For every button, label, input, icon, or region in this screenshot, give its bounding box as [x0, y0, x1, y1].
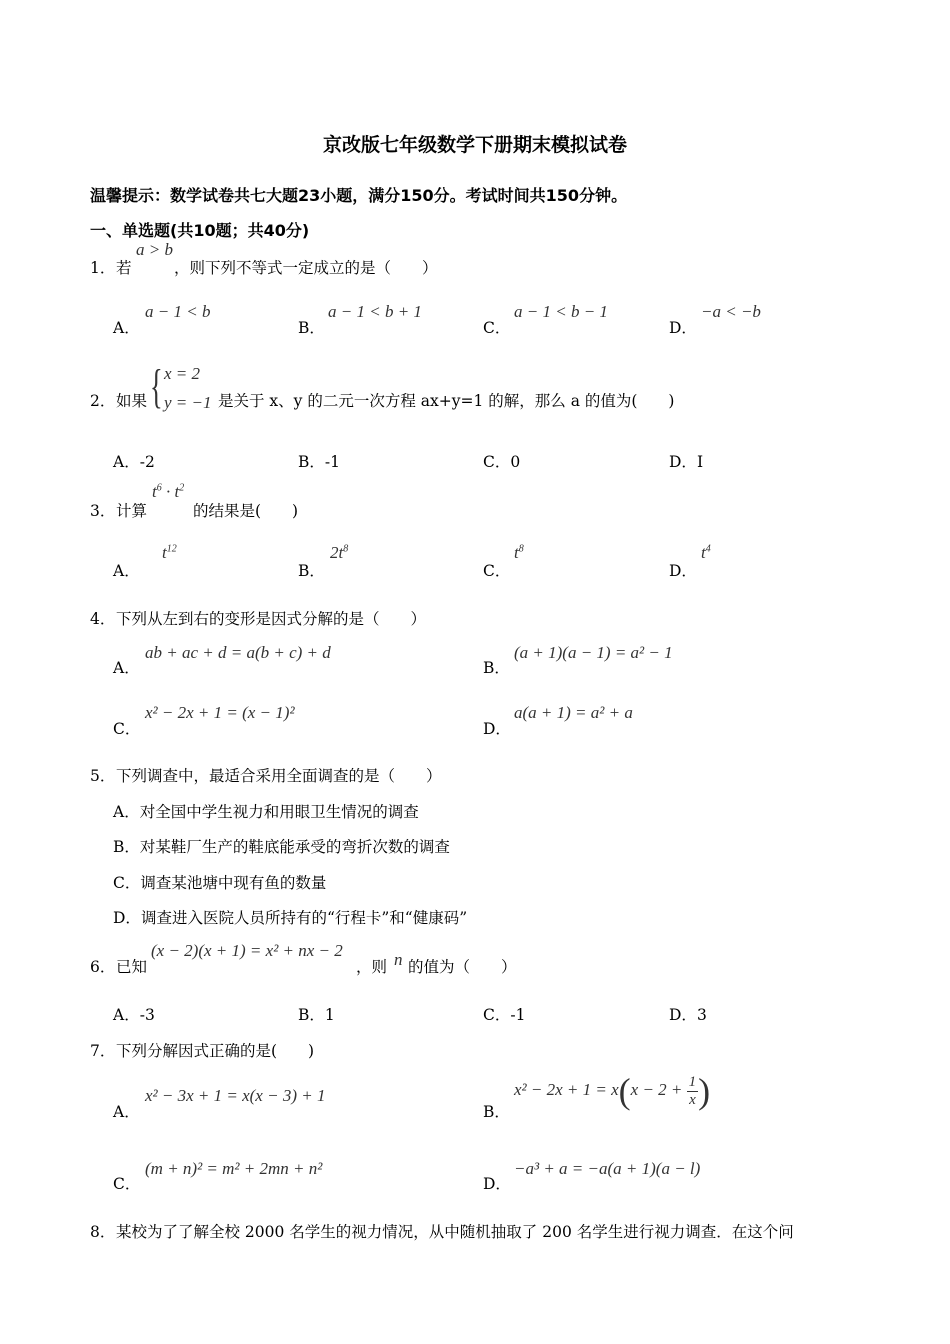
option-a-math: a − 1 < b — [145, 302, 211, 321]
option-b-math: $2t^8$ — [330, 543, 349, 562]
question-number: 3． — [90, 502, 116, 520]
option-b[interactable] — [483, 1100, 510, 1122]
option-d-math: −a < −b — [701, 302, 761, 321]
option-a-math: ab + ac + d = a(b + c) + d — [145, 643, 331, 662]
option-label: B． — [113, 838, 140, 856]
option-text: -1 — [324, 453, 340, 471]
question-text: 若 — [116, 259, 132, 277]
option-text: 3 — [696, 1006, 707, 1024]
option-c[interactable] — [483, 316, 510, 338]
question-text: ，则下列不等式一定成立的是（ ） — [174, 259, 438, 277]
option-b[interactable] — [113, 835, 450, 857]
question-6 — [90, 955, 147, 977]
option-a[interactable] — [113, 1003, 155, 1025]
option-label: D． — [669, 1006, 697, 1024]
option-label: A． — [113, 659, 140, 677]
option-label: C． — [483, 1006, 511, 1024]
question-text: 下列从左到右的变形是因式分解的是（ ） — [116, 610, 427, 628]
equation-row: y = −1 — [164, 393, 212, 412]
option-c-math: x² − 2x + 1 = (x − 1)² — [145, 703, 295, 722]
option-d-math: a(a + 1) = a² + a — [514, 703, 633, 722]
option-a[interactable] — [113, 559, 140, 581]
option-d[interactable] — [669, 450, 703, 472]
question-3-expression: $t^6 \cdot t^2$ — [152, 482, 185, 501]
option-label: C． — [113, 874, 141, 892]
equation-row: x = 2 — [164, 364, 201, 383]
question-number: 6． — [90, 958, 116, 976]
question-text: 如果 — [116, 392, 148, 410]
option-text: 调查进入医院人员所持有的“行程卡”和“健康码” — [140, 909, 468, 927]
question-number: 1． — [90, 259, 116, 277]
question-8 — [90, 1220, 794, 1242]
option-text: 调查某池塘中现有鱼的数量 — [140, 874, 327, 892]
option-text: I — [696, 453, 704, 471]
question-6-equation: (x − 2)(x + 1) = x² + nx − 2 — [151, 941, 343, 960]
option-a-math: x² − 3x + 1 = x(x − 3) + 1 — [145, 1086, 326, 1105]
option-a[interactable] — [113, 800, 419, 822]
option-c[interactable] — [113, 1172, 140, 1194]
option-label: D． — [483, 1175, 511, 1193]
option-c[interactable] — [483, 1003, 525, 1025]
option-text: -2 — [139, 453, 155, 471]
option-b[interactable] — [298, 450, 340, 472]
question-1-condition: a > b — [136, 240, 173, 259]
option-b[interactable] — [298, 1003, 335, 1025]
option-a[interactable] — [113, 316, 140, 338]
question-text: 的结果是( ) — [193, 502, 299, 520]
option-c-math: a − 1 < b − 1 — [514, 302, 608, 321]
question-text: 的值为（ ） — [408, 958, 517, 976]
question-2 — [90, 389, 147, 411]
option-label: D． — [483, 720, 511, 738]
option-label: D． — [669, 562, 697, 580]
question-number: 2． — [90, 392, 116, 410]
option-a[interactable] — [113, 656, 140, 678]
option-b-math: a − 1 < b + 1 — [328, 302, 422, 321]
option-label: D． — [669, 453, 697, 471]
option-label: A． — [113, 562, 140, 580]
option-text: 对全国中学生视力和用眼卫生情况的调查 — [139, 803, 419, 821]
option-d[interactable] — [113, 906, 467, 928]
option-label: C． — [483, 319, 511, 337]
option-c-math: (m + n)² = m² + 2mn + n² — [145, 1159, 323, 1178]
option-c[interactable] — [113, 871, 326, 893]
option-d[interactable] — [669, 1003, 707, 1025]
option-text: -3 — [139, 1006, 155, 1024]
section-heading: 一、单选题(共10题；共40分) — [90, 221, 310, 240]
question-text: 是关于 x、y 的二元一次方程 ax+y=1 的解，那么 a 的值为( ) — [218, 392, 675, 410]
question-7 — [90, 1039, 314, 1061]
question-text: 计算 — [116, 502, 148, 520]
option-text: 对某鞋厂生产的鞋底能承受的弯折次数的调查 — [139, 838, 450, 856]
question-text: 下列分解因式正确的是( ) — [116, 1042, 315, 1060]
option-b[interactable] — [298, 559, 325, 581]
option-d-math: $t^4$ — [701, 543, 711, 562]
option-c-math: $t^8$ — [514, 543, 524, 562]
brace: { — [150, 360, 163, 413]
option-b[interactable] — [298, 316, 325, 338]
option-label: B． — [298, 319, 325, 337]
option-d[interactable] — [669, 559, 697, 581]
question-5 — [90, 764, 442, 786]
option-label: B． — [298, 453, 325, 471]
option-d[interactable] — [669, 316, 697, 338]
option-a[interactable] — [113, 450, 155, 472]
option-c[interactable] — [483, 450, 520, 472]
question-number: 4． — [90, 610, 116, 628]
question-number: 8． — [90, 1223, 116, 1241]
option-b-math: x² − 2x + 1 = x(x − 2 + $\frac{1}{x}$ ) — [514, 1071, 711, 1111]
question-number: 7． — [90, 1042, 116, 1060]
option-c[interactable] — [113, 717, 140, 739]
option-label: A． — [113, 1006, 140, 1024]
option-text: 1 — [324, 1006, 335, 1024]
option-label: D． — [669, 319, 697, 337]
option-label: A． — [113, 319, 140, 337]
question-number: 5． — [90, 767, 116, 785]
question-text: 某校为了了解全校 2000 名学生的视力情况，从中随机抽取了 200 名学生进行视力调查．在这个问 — [116, 1223, 794, 1241]
page-title: 京改版七年级数学下册期末模拟试卷 — [322, 134, 627, 156]
option-label: C． — [113, 720, 141, 738]
question-text: 下列调查中，最适合采用全面调查的是（ ） — [116, 767, 442, 785]
equation-system — [150, 360, 220, 418]
question-3 — [90, 499, 147, 521]
option-label: A． — [113, 1103, 140, 1121]
fraction: $\frac{1}{x}$ — [688, 1073, 697, 1108]
option-label: C． — [483, 562, 511, 580]
option-label: A． — [113, 453, 140, 471]
question-text: 已知 — [116, 958, 148, 976]
option-d[interactable] — [483, 717, 511, 739]
option-d[interactable] — [483, 1172, 511, 1194]
option-label: A． — [113, 803, 140, 821]
question-1 — [90, 256, 132, 278]
option-text: 0 — [510, 453, 521, 471]
option-c[interactable] — [483, 559, 510, 581]
option-label: B． — [483, 1103, 510, 1121]
option-a[interactable] — [113, 1100, 140, 1122]
option-label: C． — [483, 453, 511, 471]
exam-notice: 温馨提示：数学试卷共七大题23小题，满分150分。考试时间共150分钟。 — [90, 186, 628, 205]
question-4 — [90, 607, 426, 629]
option-text: -1 — [510, 1006, 526, 1024]
option-b-math: (a + 1)(a − 1) = a² − 1 — [514, 643, 673, 662]
question-text: ，则 — [356, 958, 388, 976]
question-6-variable: n — [394, 950, 403, 969]
option-a-math: $t^{12}$ — [162, 543, 177, 562]
option-b[interactable] — [483, 656, 510, 678]
option-label: C． — [113, 1175, 141, 1193]
option-label: B． — [298, 562, 325, 580]
option-label: B． — [483, 659, 510, 677]
option-label: B． — [298, 1006, 325, 1024]
option-label: D． — [113, 909, 141, 927]
option-d-math: −a³ + a = −a(a + 1)(a − l) — [514, 1159, 701, 1178]
